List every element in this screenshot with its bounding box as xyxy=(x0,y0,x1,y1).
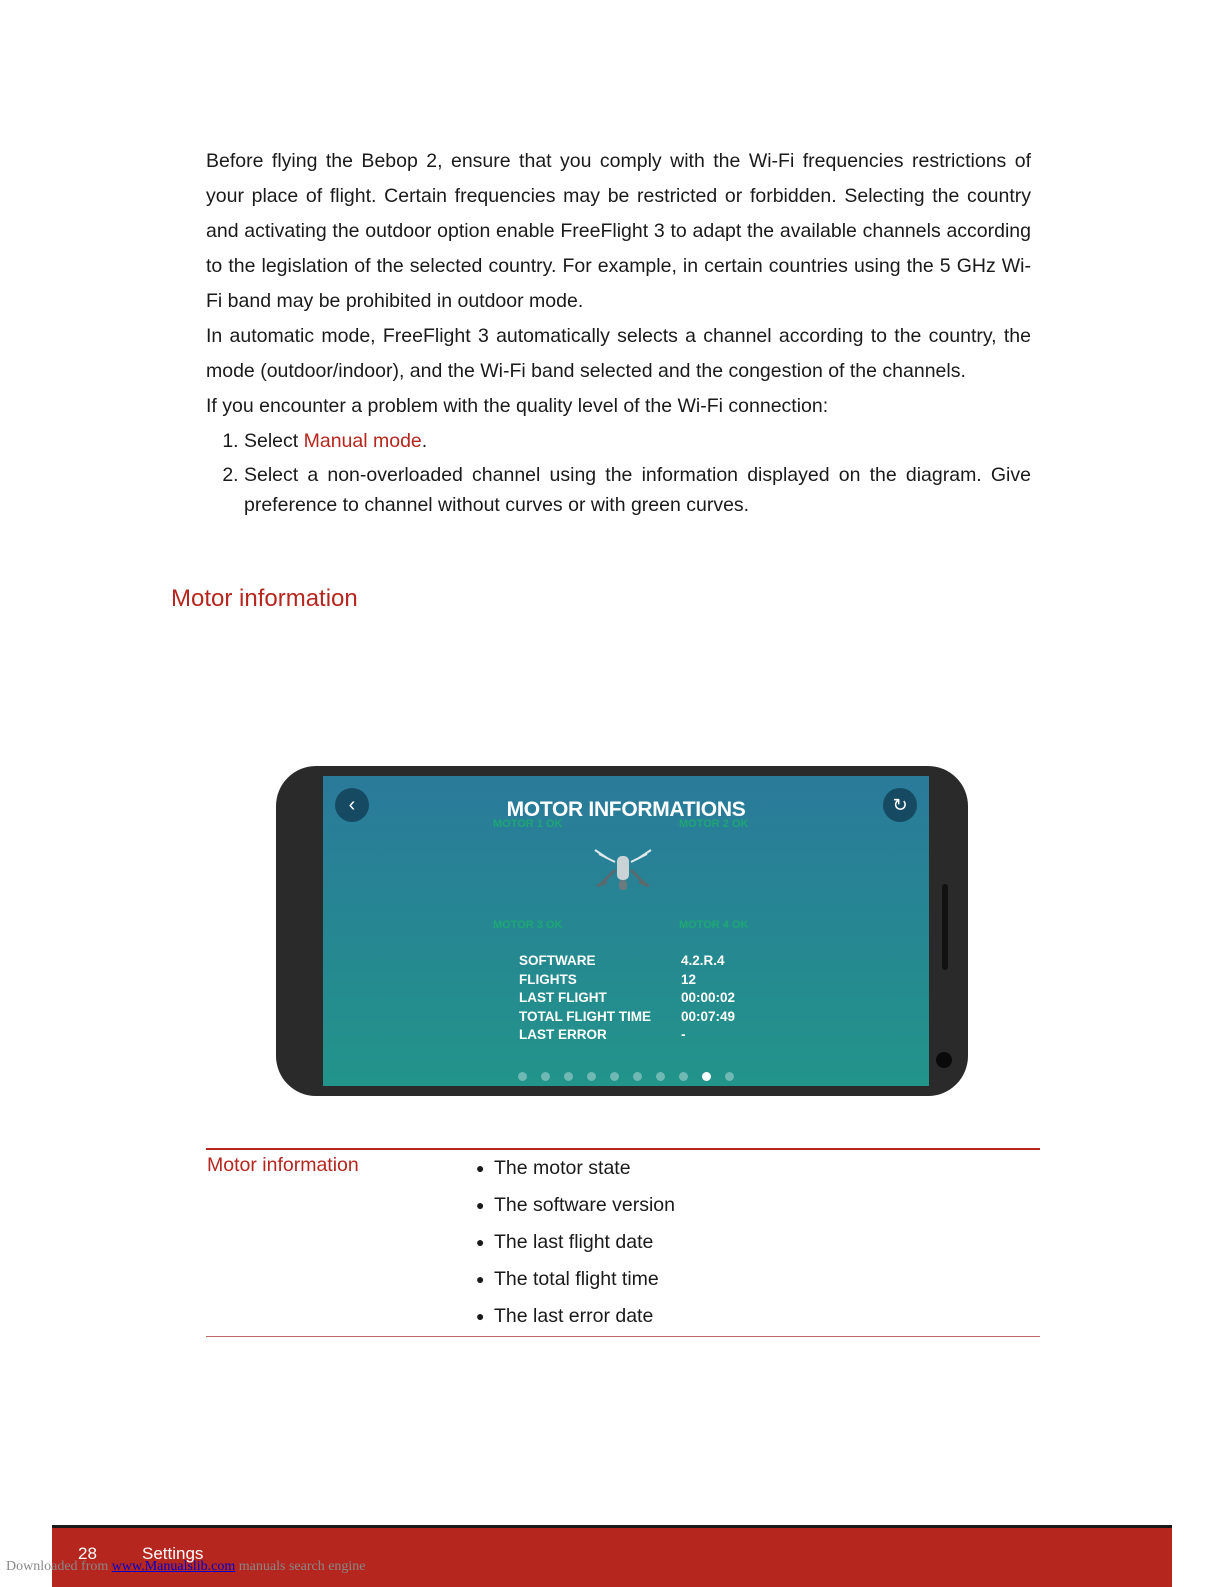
drone-icon xyxy=(589,840,657,900)
list-item: ● The motor state xyxy=(476,1154,675,1191)
body-text xyxy=(206,144,1031,524)
bullet-icon: ● xyxy=(476,1160,485,1176)
motor-3-label: MOTOR 3 OK xyxy=(493,919,563,931)
bullet-icon: ● xyxy=(476,1271,485,1287)
summary-label: Motor information xyxy=(207,1154,359,1176)
screen-title: MOTOR INFORMATIONS xyxy=(506,798,746,821)
table-row: LAST FLIGHT 00:00:02 xyxy=(519,990,736,1005)
bullet-icon: ● xyxy=(476,1234,485,1250)
summary-table xyxy=(206,1148,1040,1337)
bullet-icon: ● xyxy=(476,1197,485,1213)
motor-info-screen xyxy=(323,776,929,1086)
page-number: 28 xyxy=(78,1544,97,1563)
phone-camera xyxy=(936,1052,952,1068)
step-1: 1. Select Manual mode. xyxy=(244,426,1031,456)
refresh-icon: ↻ xyxy=(892,795,908,815)
section-title: Motor information xyxy=(171,585,358,612)
page-indicator[interactable] xyxy=(323,1072,929,1081)
table-row: SOFTWARE 4.2.R.4 xyxy=(519,953,725,968)
page-dot[interactable] xyxy=(633,1072,642,1081)
page-dot[interactable] xyxy=(725,1072,734,1081)
page-dot[interactable] xyxy=(610,1072,619,1081)
list-item: ● The last error date xyxy=(476,1302,675,1339)
list-item: ● The software version xyxy=(476,1191,675,1228)
page-footer xyxy=(52,1525,1172,1587)
steps-list xyxy=(206,426,1031,520)
bullet-icon: ● xyxy=(476,1308,485,1324)
step-2: 2. Select a non-overloaded channel using the information displayed on the diagram. Give preference to channel without curves or with green curves. xyxy=(244,460,1031,520)
page-dot[interactable] xyxy=(679,1072,688,1081)
footer-section: Settings xyxy=(142,1544,204,1563)
motor-4-label: MOTOR 4 OK xyxy=(679,919,749,931)
list-item: ● The last flight date xyxy=(476,1228,675,1265)
manualslib-link[interactable]: www.Manualslib.com xyxy=(111,1559,236,1574)
table-row: LAST ERROR - xyxy=(519,1027,686,1042)
manual-mode-link[interactable]: Manual mode xyxy=(303,430,422,452)
page-dot[interactable] xyxy=(702,1072,711,1081)
page-dot[interactable] xyxy=(587,1072,596,1081)
list-item: ● The total flight time xyxy=(476,1265,675,1302)
phone-screenshot xyxy=(276,766,968,1096)
summary-list xyxy=(476,1154,675,1339)
paragraph-wifi-restrictions: Before flying the Bebop 2, ensure that you comply with the Wi-Fi frequencies restrictions of your place of flight. Certain frequencies may be restricted or forbidden. Selecting the country and activating the outdoor option enable FreeFlight 3 to adapt the available channels according to the legislation of the selected country. For example, in certain countries using the 5 GHz Wi-Fi band may be prohibited in outdoor mode. xyxy=(206,150,1031,312)
table-row: TOTAL FLIGHT TIME 00:07:49 xyxy=(519,1008,736,1024)
page-dot[interactable] xyxy=(541,1072,550,1081)
motor-1-label: MOTOR 1 OK xyxy=(493,818,563,830)
motor-2-label: MOTOR 2 OK xyxy=(679,818,749,830)
page-dot[interactable] xyxy=(656,1072,665,1081)
paragraph-problem: If you encounter a problem with the quality level of the Wi-Fi connection: xyxy=(206,395,829,417)
table-row: FLIGHTS 12 xyxy=(519,971,697,987)
paragraph-automatic-mode: In automatic mode, FreeFlight 3 automatically selects a channel according to the country, the mode (outdoor/indoor), and the Wi-Fi band selected and the congestion of the channels. xyxy=(206,325,1031,382)
page-dot[interactable] xyxy=(564,1072,573,1081)
phone-side-button xyxy=(942,884,948,970)
download-notice: Downloaded from www.Manualslib.com manuals search engine xyxy=(6,1559,366,1574)
motor-info-table xyxy=(519,952,735,1045)
chevron-left-icon: ‹ xyxy=(348,794,356,816)
page-dot[interactable] xyxy=(518,1072,527,1081)
